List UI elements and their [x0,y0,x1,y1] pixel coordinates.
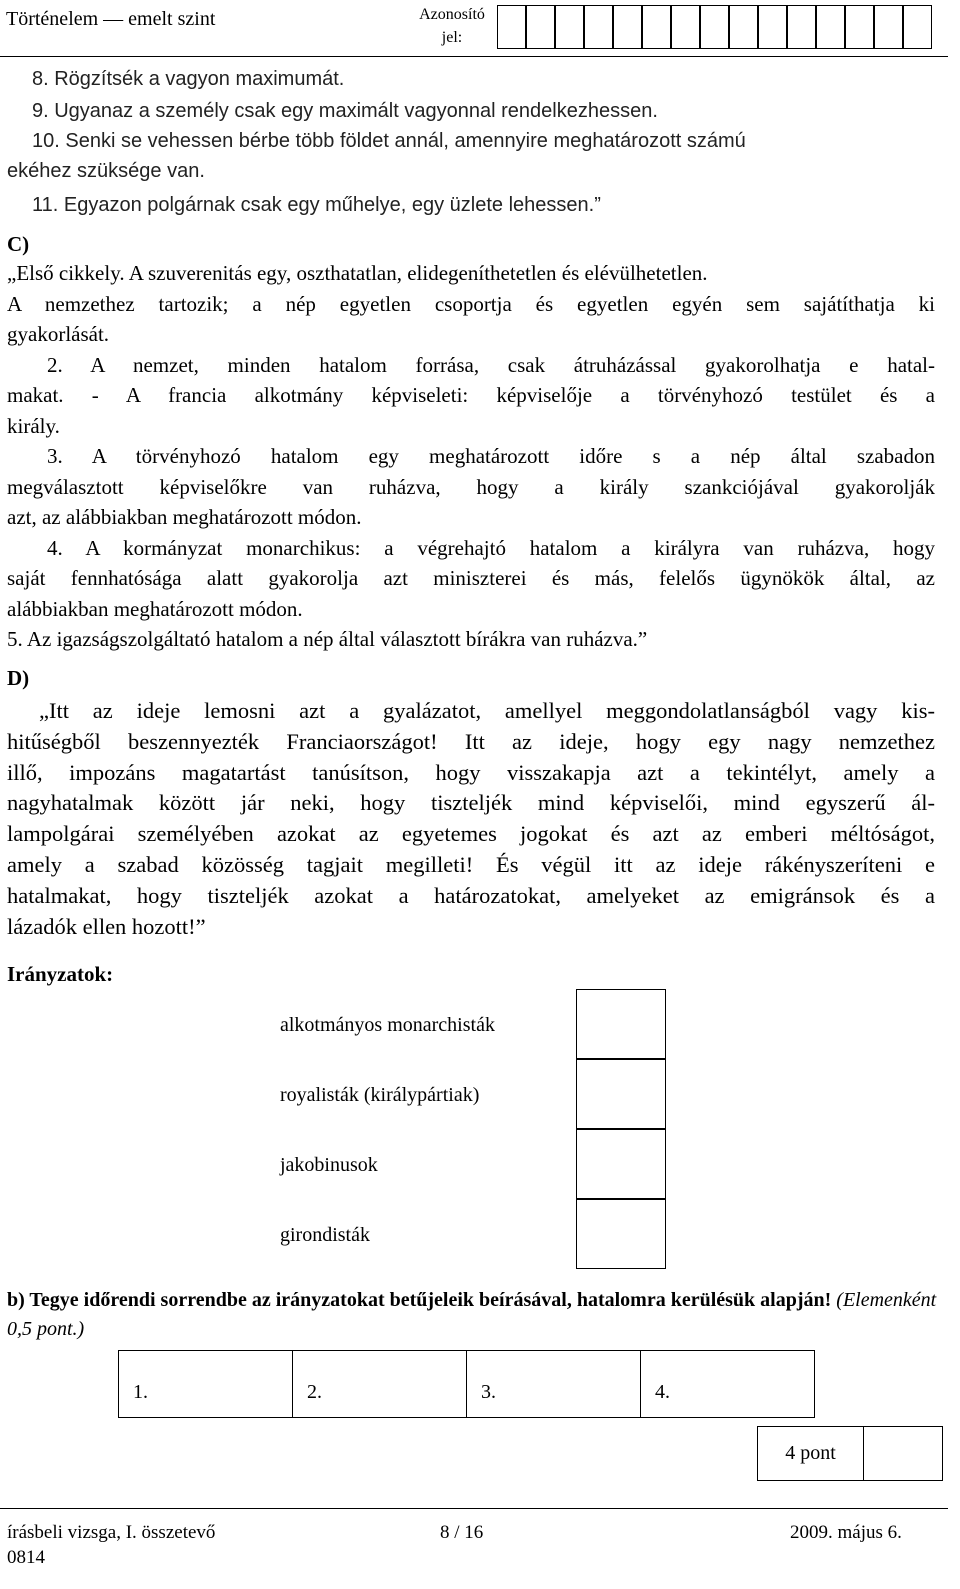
answer-box[interactable] [576,989,666,1059]
order-cell-label: 2. [307,1381,322,1403]
text-line: 5. Az igazságszolgáltató hatalom a nép által választott bírákra van ruházva.” [7,627,648,651]
iranyzatok-label: Irányzatok: [7,962,114,986]
list-item: ekéhez szüksége van. [7,160,205,182]
list-item: 9. Ugyanaz a személy csak egy maximált vagyonnal rendelkezhessen. [32,100,658,122]
answer-box[interactable] [576,1129,666,1199]
text-line: király. [7,413,60,438]
section-d-label: D) [7,666,30,690]
order-cell[interactable] [467,1351,641,1417]
trend-label: girondisták [280,1224,370,1246]
score-box [757,1426,943,1481]
footer-left: írásbeli vizsga, I. összetevő [7,1522,216,1543]
section-c-label: C) [7,232,30,256]
text-line: alábbiakban meghatározott módon. [7,596,303,621]
footer-date: 2009. május 6. [790,1522,902,1543]
order-cell[interactable] [119,1351,293,1417]
trend-label: alkotmányos monarchisták [280,1014,495,1036]
text-line: amely a szabad közösség tagjait megilleti! És végül itt az ideje rákényszeríteni e [7,851,935,877]
footer-code: 0814 [7,1547,45,1568]
footer-divider [0,1508,948,1509]
text-line: lampolgárai személyében azokat az egyetemes jogokat és azt az emberi méltóságot, [7,821,935,847]
text-line: saját fennhatósága alatt gyakorolja azt miniszterei és más, felelős ügynökök által, az [7,566,935,590]
text-line: „Első cikkely. A szuverenitás egy, oszthatatlan, elidegeníthetetlen és elévülhetetlen. [7,261,708,285]
text-line: makat. - A francia alkotmány képviseleti: képviselője a törvényhozó testület és a [7,383,935,407]
list-item: 8. Rögzítsék a vagyon maximumát. [32,68,345,90]
score-label: 4 pont [758,1427,864,1480]
list-item: 10. Senki se vehessen bérbe több földet annál, amennyire meghatározott számú [32,130,746,152]
text-line: nagyhatalmak között jár neki, hogy tiszteljék mind képviselői, mind egyszerű ál- [7,790,935,816]
question-b-points: (Elemenként 0,5 pont.) [7,1289,937,1340]
text-line: illő, impozáns magatartást tanúsítson, hogy visszakapja azt a tekintélyt, amely a [7,759,935,785]
text-line: „Itt az ideje lemosni azt a gyalázatot, amellyel meggondolatlanságból vagy kis- [39,698,935,723]
text-line: hitűségből beszennyezték Franciaországot! Itt az ideje, hogy egy nagy nemzethez [7,728,935,754]
order-cell[interactable] [641,1351,814,1417]
order-table [118,1350,815,1418]
id-label: Azonosító jel: [419,6,485,46]
question-b [7,1286,947,1344]
order-cell-label: 4. [655,1381,670,1403]
text-line: 2. A nemzet, minden hatalom forrása, csak átruházással gyakorolhatja e hatal- [47,352,935,377]
text-line: 3. A törvényhozó hatalom egy meghatározott időre s a nép által szabadon [47,444,935,468]
id-code-boxes[interactable] [497,0,948,52]
question-b-text: b) Tegye időrendi sorrendbe az irányzatokat betűjeleik beírásával, hatalomra kerülésük alapján! [7,1289,832,1311]
order-cell-label: 1. [133,1381,148,1403]
list-item: 11. Egyazon polgárnak csak egy műhelye, egy üzlete lehessen.” [32,194,601,216]
text-line: gyakorlását. [7,322,110,346]
footer-page-number: 8 / 16 [440,1522,484,1543]
answer-box[interactable] [576,1059,666,1129]
text-line: lázadók ellen hozott!” [7,913,206,939]
section-c-text [7,258,935,655]
text-line: azt, az alábbiakban meghatározott módon. [7,505,362,529]
order-cell-label: 3. [481,1381,496,1403]
trend-label: jakobinusok [280,1154,378,1176]
order-cell[interactable] [293,1351,467,1417]
answer-box[interactable] [576,1199,666,1269]
text-line: 4. A kormányzat monarchikus: a végrehajtó hatalom a királyra van ruházva, hogy [47,535,935,560]
text-line: hatalmakat, hogy tiszteljék azokat a határozatokat, amelyeket az emigránsok és a [7,882,935,908]
section-d-text [7,696,935,942]
text-line: A nemzethez tartozik; a nép egyetlen csoportja és egyetlen egyén sem sajátíthatja ki [7,291,935,316]
header-divider [0,56,948,57]
score-value-field[interactable] [864,1427,942,1480]
text-line: megválasztott képviselőkre van ruházva, hogy a király szankciójával gyakorolják [7,474,935,499]
trend-label: royalisták (királypártiak) [280,1084,480,1106]
page-header-title: Történelem — emelt szint [6,8,216,30]
